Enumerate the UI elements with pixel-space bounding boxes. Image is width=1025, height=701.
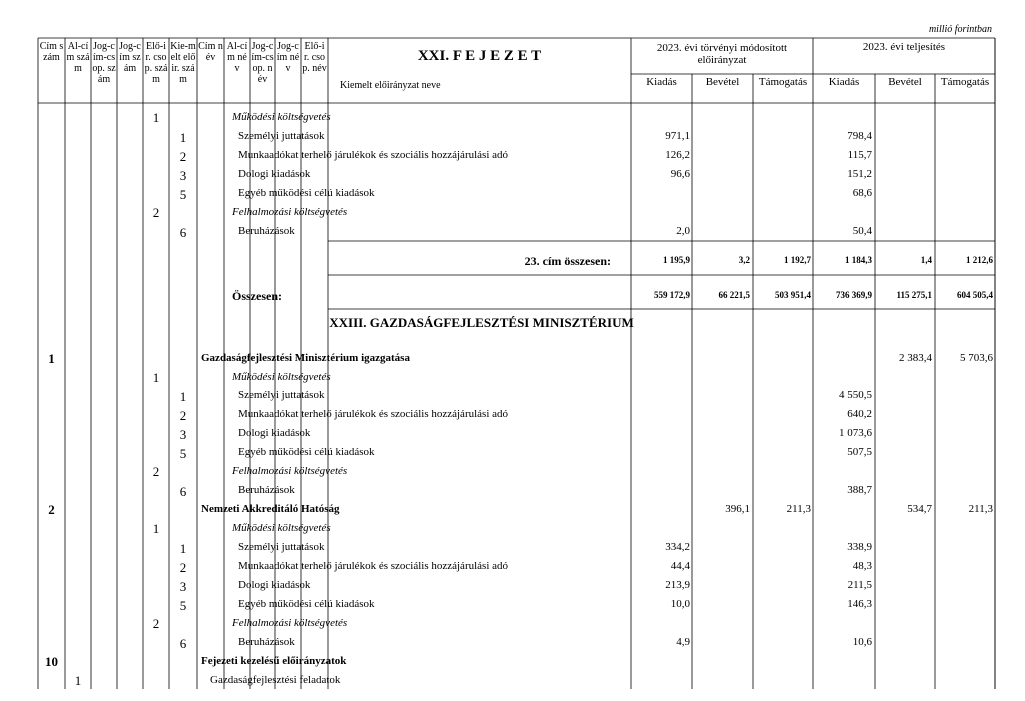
value-4: 50,4 <box>852 225 872 237</box>
cim-number: 1 <box>48 351 55 366</box>
subcol-3: Támogatás <box>758 76 808 88</box>
value-1: 334,2 <box>665 541 690 553</box>
kiemelt-number: 2 <box>179 560 187 575</box>
header-col-code-2: Al-cím szám <box>66 41 90 74</box>
item-name: Személyi juttatások <box>238 130 325 142</box>
chapter-title: XXI. F E J E Z E T <box>417 48 542 64</box>
value-1: 44,4 <box>670 560 690 572</box>
value-4: 68,6 <box>852 187 872 199</box>
kiemelt-number: 3 <box>179 579 187 594</box>
group-header-actual: 2023. évi teljesítés <box>862 41 946 53</box>
elocsop-name: Felhalmozási költségvetés <box>232 617 348 629</box>
kiemelt-number: 5 <box>179 598 187 613</box>
header-col-name-3: Jog-cím-csop. név <box>251 41 274 85</box>
value-6: 1 212,6 <box>966 255 993 265</box>
subcol-4: Kiadás <box>828 76 860 88</box>
elocsop-number: 2 <box>152 616 160 631</box>
value-4: 1 073,6 <box>839 427 872 439</box>
item-name: Személyi juttatások <box>238 541 325 553</box>
kiemelt-number: 6 <box>179 636 187 651</box>
value-4: 146,3 <box>847 598 872 610</box>
value-4: 388,7 <box>847 484 872 496</box>
elocsop-name: Működési költségvetés <box>232 111 331 123</box>
value-4: 115,7 <box>847 149 872 161</box>
kiemelt-number: 5 <box>179 187 187 202</box>
kiemelt-number: 1 <box>179 130 187 145</box>
kiemelt-number: 1 <box>179 541 187 556</box>
value-4: 1 184,3 <box>845 255 872 265</box>
alcim-name: Gazdaságfejlesztési feladatok <box>210 674 341 686</box>
header-col-name-1: Cím név <box>198 41 223 63</box>
value-4: 640,2 <box>847 408 872 420</box>
kiemelt-number: 3 <box>179 168 187 183</box>
value-5: 534,7 <box>907 503 932 515</box>
value-1: 4,9 <box>676 636 690 648</box>
subtotal-label: 23. cím összesen: <box>524 254 611 268</box>
value-6: 5 703,6 <box>960 352 993 364</box>
elocsop-number: 2 <box>152 464 160 479</box>
cim-name: Fejezeti kezelésű előirányzatok <box>201 655 347 667</box>
value-4: 10,6 <box>852 636 872 648</box>
value-5: 2 383,4 <box>899 352 932 364</box>
item-name: Egyéb működési célú kiadások <box>238 446 375 458</box>
kiemelt-number: 6 <box>179 484 187 499</box>
value-1: 213,9 <box>665 579 690 591</box>
elocsop-name: Felhalmozási költségvetés <box>232 206 348 218</box>
header-col-code-5: Elő-ir. csop. szám <box>144 41 168 85</box>
total-label: Összesen: <box>232 289 282 303</box>
value-1: 559 172,9 <box>654 290 690 300</box>
header-col-name-4: Jog-cím név <box>276 41 300 74</box>
item-name: Beruházások <box>238 636 295 648</box>
value-4: 4 550,5 <box>839 389 872 401</box>
value-5: 1,4 <box>920 255 932 265</box>
ministry-title: XXIII. GAZDASÁGFEJLESZTÉSI MINISZTÉRIUM <box>329 315 634 330</box>
group-header-planned: 2023. évi törvényi módosított előirányzat <box>656 42 788 66</box>
item-name: Beruházások <box>238 225 295 237</box>
header-col-code-1: Cím szám <box>39 41 64 63</box>
value-2: 3,2 <box>738 255 750 265</box>
elocsop-number: 1 <box>152 370 160 385</box>
item-name: Munkaadókat terhelő járulékok és szociális hozzájárulási adó <box>238 560 509 572</box>
item-name: Egyéb működési célú kiadások <box>238 187 375 199</box>
subcol-2: Bevétel <box>705 76 740 88</box>
item-name: Egyéb működési célú kiadások <box>238 598 375 610</box>
value-1: 10,0 <box>670 598 690 610</box>
item-name: Dologi kiadások <box>238 427 311 439</box>
value-2: 66 221,5 <box>718 290 750 300</box>
header-col-code-4: Jog-cím szám <box>119 41 141 74</box>
elocsop-number: 2 <box>152 205 160 220</box>
item-name: Személyi juttatások <box>238 389 325 401</box>
value-6: 211,3 <box>968 503 993 515</box>
value-1: 126,2 <box>665 149 690 161</box>
value-6: 604 505,4 <box>957 290 993 300</box>
elocsop-name: Működési költségvetés <box>232 371 331 383</box>
value-1: 971,1 <box>665 130 690 142</box>
subcol-1: Kiadás <box>646 76 677 88</box>
cim-name: Nemzeti Akkreditáló Hatóság <box>201 503 340 515</box>
kiemelt-number: 2 <box>179 149 187 164</box>
value-4: 798,4 <box>847 130 872 142</box>
cim-name: Gazdaságfejlesztési Minisztérium igazgatása <box>201 352 410 364</box>
value-1: 96,6 <box>670 168 690 180</box>
name-column-label: Kiemelt előirányzat neve <box>340 80 441 91</box>
unit-label: millió forintban <box>928 24 992 35</box>
value-4: 48,3 <box>852 560 872 572</box>
subcol-6: Támogatás <box>940 76 990 88</box>
value-3: 1 192,7 <box>784 255 811 265</box>
kiemelt-number: 5 <box>179 446 187 461</box>
header-col-code-3: Jog-cím-csop. szám <box>92 41 116 85</box>
item-name: Munkaadókat terhelő járulékok és szociális hozzájárulási adó <box>238 408 509 420</box>
value-1: 2,0 <box>676 225 690 237</box>
cim-number: 10 <box>45 654 58 669</box>
value-3: 211,3 <box>786 503 811 515</box>
alcim-number: 1 <box>74 673 82 688</box>
value-3: 503 951,4 <box>775 290 811 300</box>
cim-number: 2 <box>48 502 55 517</box>
value-4: 211,5 <box>847 579 872 591</box>
value-5: 115 275,1 <box>896 290 932 300</box>
value-4: 338,9 <box>847 541 872 553</box>
elocsop-number: 1 <box>152 110 160 125</box>
value-2: 396,1 <box>725 503 750 515</box>
elocsop-name: Felhalmozási költségvetés <box>232 465 348 477</box>
kiemelt-number: 3 <box>179 427 187 442</box>
kiemelt-number: 6 <box>179 225 187 240</box>
value-1: 1 195,9 <box>663 255 690 265</box>
elocsop-name: Működési költségvetés <box>232 522 331 534</box>
subcol-5: Bevétel <box>888 76 922 88</box>
header-col-code-6: Kie-melt előir. szám <box>170 41 196 85</box>
value-4: 507,5 <box>847 446 872 458</box>
item-name: Dologi kiadások <box>238 168 311 180</box>
item-name: Munkaadókat terhelő járulékok és szociális hozzájárulási adó <box>238 149 509 161</box>
value-4: 736 369,9 <box>836 290 872 300</box>
header-col-name-5: Elő-ir. csop. név <box>302 41 327 74</box>
kiemelt-number: 2 <box>179 408 187 423</box>
item-name: Dologi kiadások <box>238 579 311 591</box>
header-col-name-2: Al-cím név <box>226 41 248 74</box>
value-4: 151,2 <box>847 168 872 180</box>
item-name: Beruházások <box>238 484 295 496</box>
elocsop-number: 1 <box>152 521 160 536</box>
kiemelt-number: 1 <box>179 389 187 404</box>
